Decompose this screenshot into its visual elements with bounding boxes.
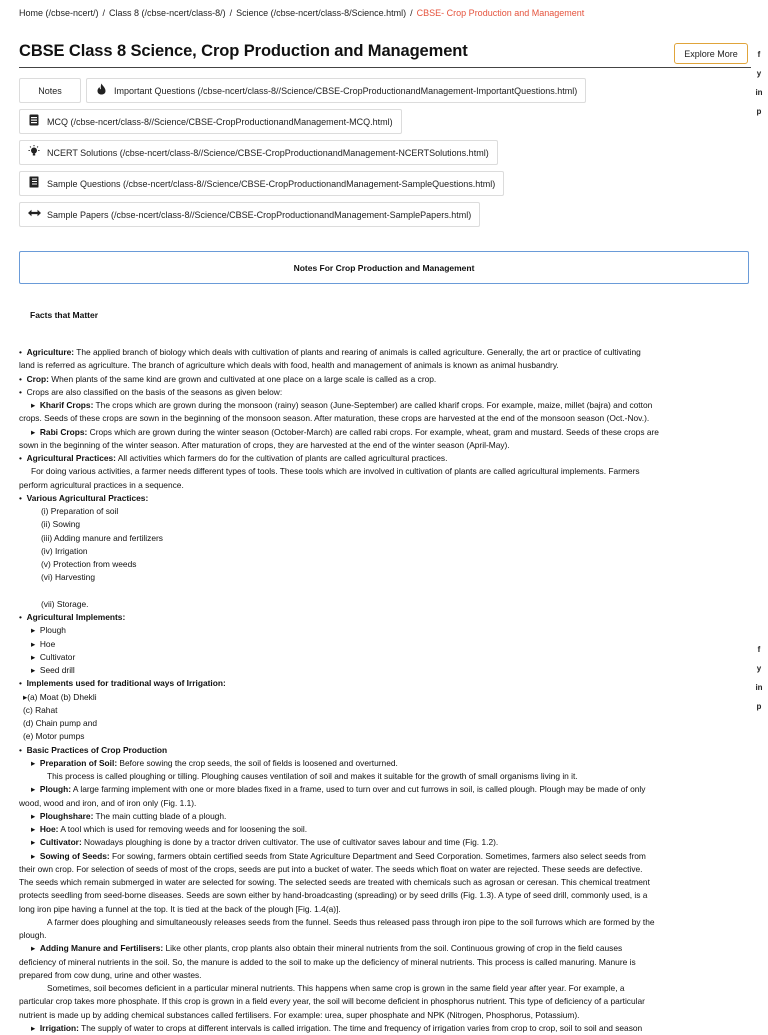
list-item: (vi) Harvesting [41, 572, 95, 583]
important-questions-button[interactable] [86, 78, 586, 103]
pinterest-icon[interactable]: p [756, 107, 762, 116]
breadcrumb-current: CBSE- Crop Production and Management [416, 8, 585, 18]
notes-button[interactable] [19, 78, 81, 103]
ncert-solutions-button[interactable] [19, 140, 498, 165]
content-line: their own crop. For selection of seeds of most of the crops, seeds are put into a bucket of water. The seeds which float on water are rejected. These seeds are defective. [19, 863, 643, 874]
content-line: ▸ Kharif Crops: The crops which are grown during the monsoon (rainy) season (June-September) are called kharif crops. For example, maize, millet (bajra) and cotton [31, 400, 653, 410]
content-line: perform agricultural practices in a sequence. [19, 479, 184, 490]
share-bar-top [752, 45, 766, 121]
arrows-horizontal-icon [28, 209, 40, 220]
list-item: ▸ Plough [31, 625, 66, 636]
sample-questions-button[interactable] [19, 171, 504, 196]
breadcrumb-class[interactable]: Class 8 (/cbse-ncert/class-8/) [109, 8, 226, 18]
list-item: (d) Chain pump and [23, 718, 98, 728]
facts-heading: Facts that Matter [30, 310, 99, 320]
content-line: ▸ Preparation of Soil: Before sowing the crop seeds, the soil of fields is loosened and overturned. [31, 757, 398, 768]
content-line: ▸ Ploughshare: The main cutting blade of a plough. [31, 810, 227, 821]
breadcrumb-separator: / [410, 8, 413, 18]
content-line: ▸ Adding Manure and Fertilisers: Like other plants, crop plants also obtain their mineral nutrients from the soil. Continuous growing of crop in the field causes [31, 943, 623, 954]
content-line: ▸ Cultivator: Nowadays ploughing is done by a tractor driven cultivator. The use of cultivator saves labour and time (Fig. 1.2). [31, 837, 499, 848]
content-line: crops. Seeds of these crops are sown in the beginning of the monsoon season. After maturation, these crops are harvested at the end of the monsoon season (Oct.-Nov.). [19, 413, 650, 424]
content-line: ▸ Irrigation: The supply of water to crops at different intervals is called irrigation. The time and frequency of irrigation varies from crop to crop, soil to soil and season [31, 1022, 643, 1033]
fire-icon [95, 83, 107, 98]
document-icon [28, 176, 40, 191]
content-line: Sometimes, soil becomes deficient in a particular mineral nutrients. This happens when same crop is grown in the same field year after year. For example, a [47, 983, 625, 993]
breadcrumb-subject[interactable]: Science (/cbse-ncert/class-8/Science.html) [236, 8, 407, 18]
list-item: (vii) Storage. [41, 598, 89, 609]
title-divider [19, 67, 751, 68]
content-line: particular crop takes more phosphate. If this crop is grown in a field every year, the soil will become deficient in phosphorus nutrient. This type of deficiency of a particular [19, 996, 645, 1007]
content-line: deficiency of mineral nutrients in the soil. So, the manure is added to the soil to make up the deficiency of mineral nutrients. This process is called manuring. Manure is [19, 956, 636, 967]
content-line: wood, wood and iron, and of iron only (Fig. 1.1). [19, 797, 197, 808]
content-line: The seeds which remain submerged in water are selected for sowing. The selected seeds are treated with chemicals such as agrosan or ceresan. This chemical treatment [19, 877, 650, 887]
content-line: ▸ Hoe: A tool which is used for removing weeds and for loosening the soil. [31, 824, 308, 834]
share-bar-bottom [752, 640, 766, 716]
breadcrumb [19, 8, 584, 18]
content-line: ▸ Rabi Crops: Crops which are grown during the winter season (October-March) are called rabi crops. For example, wheat, gram and mustard. Seeds of these crops are [31, 426, 659, 437]
list-item: ▸(a) Moat (b) Dhekli [23, 691, 97, 702]
facebook-icon[interactable]: f [757, 645, 761, 654]
linkedin-icon[interactable]: in [755, 88, 763, 97]
content-line: protects seedling from seed-borne diseases. Seeds are sown either by hand-broadcasting (spreading) or by seed drills (Fig. 1.3). A type of seed drill, commonly used, is a [19, 890, 648, 901]
content-line: A farmer does ploughing and simultaneously releases seeds from the funnel. Seeds thus released pass through iron pipe to the soil furrows which are formed by the [47, 916, 655, 927]
content-line: long iron pipe having a funnel at the top. It is tied at the back of the plough [Fig. 1.4(a)]. [19, 903, 341, 914]
notes-label: Notes [38, 85, 62, 96]
sample-papers-label: Sample Papers (/cbse-ncert/class-8//Science/CBSE-CropProductionandManagement-SamplePapers.html) [47, 209, 472, 220]
list-item: (ii) Sowing [41, 519, 81, 530]
notes-heading-box [19, 251, 749, 284]
list-item: (iii) Adding manure and fertilizers [41, 532, 163, 543]
breadcrumb-separator: / [229, 8, 233, 18]
content-line: prepared from cow dung, urine and other wastes. [19, 969, 202, 980]
content-line: sown in the beginning of the winter season. After maturation of crops, they are harvested at the end of the winter season (April-May). [19, 439, 510, 450]
content-line: • Agricultural Implements: [19, 612, 126, 622]
breadcrumb-separator: / [102, 8, 106, 18]
content-line: • Crop: When plants of the same kind are grown and cultivated at one place on a large scale is called as a crop. [19, 373, 437, 384]
important-questions-label: Important Questions (/cbse-ncert/class-8//Science/CBSE-CropProductionandManagement-ImportantQuestions.html) [114, 85, 578, 96]
content-line: land is referred as agriculture. The branch of agriculture which deals with food, health and management of animals is known as animal husbandry. [19, 360, 559, 371]
content-line: • Agricultural Practices: All activities which farmers do for the cultivation of plants are called agricultural practices. [19, 453, 448, 463]
content-line: • Agriculture: The applied branch of biology which deals with cultivation of plants and rearing of animals is called agriculture. Generally, the art or practice of cultivating [19, 347, 641, 357]
mcq-label: MCQ (/cbse-ncert/class-8//Science/CBSE-CropProductionandManagement-MCQ.html) [47, 116, 393, 127]
lightbulb-icon [28, 145, 40, 160]
list-item: (c) Rahat [23, 704, 58, 715]
content-line: • Crops are also classified on the basis of the seasons as given below: [19, 386, 283, 397]
mcq-button[interactable] [19, 109, 402, 134]
page-title: CBSE Class 8 Science, Crop Production and Management [19, 42, 468, 60]
content-line: • Basic Practices of Crop Production [19, 744, 168, 755]
pinterest-icon[interactable]: p [756, 702, 762, 711]
content-line: plough. [19, 930, 47, 940]
list-item: (i) Preparation of soil [41, 506, 119, 516]
twitter-icon[interactable]: y [756, 69, 762, 78]
explore-more-button[interactable]: Explore More [674, 43, 748, 64]
ncert-solutions-label: NCERT Solutions (/cbse-ncert/class-8//Science/CBSE-CropProductionandManagement-NCERTSolutions.html) [47, 147, 489, 158]
list-item: ▸ Cultivator [31, 651, 76, 662]
content-line: This process is called ploughing or tilling. Ploughing causes ventilation of soil and makes it suitable for the growth of small organisms living in it. [47, 771, 578, 781]
list-item: (e) Motor pumps [23, 731, 85, 742]
content-line: ▸ Plough: A large farming implement with one or more blades fixed in a frame, used to turn over and cut furrows in soil, is called plough. Plough may be made of only [31, 784, 646, 795]
linkedin-icon[interactable]: in [755, 683, 763, 692]
checklist-icon [28, 114, 40, 129]
content-line: • Various Agricultural Practices: [19, 492, 149, 503]
list-item: ▸ Hoe [31, 638, 56, 649]
content-line: ▸ Sowing of Seeds: For sowing, farmers obtain certified seeds from State Agriculture Department and Seed Corporation. Sometimes, farmers also select seeds from [31, 850, 646, 861]
notes-content [19, 346, 741, 1035]
content-line: nutrient is made up by adding chemical substances called fertilisers. For example: urea, super phosphate and NPK (Nitrogen, Phosphorus, Potassium). [19, 1009, 580, 1020]
twitter-icon[interactable]: y [756, 664, 762, 673]
facebook-icon[interactable]: f [757, 50, 761, 59]
content-line: • Implements used for traditional ways of Irrigation: [19, 678, 226, 689]
notes-heading: Notes For Crop Production and Management [293, 262, 475, 273]
list-item: (v) Protection from weeds [41, 559, 137, 569]
breadcrumb-home[interactable]: Home (/cbse-ncert/) [19, 8, 99, 18]
sample-papers-button[interactable] [19, 202, 480, 227]
content-line: For doing various activities, a farmer needs different types of tools. These tools which are involved in cultivation of plants are called agricultural implements. Farmers [31, 466, 640, 477]
sample-questions-label: Sample Questions (/cbse-ncert/class-8//Science/CBSE-CropProductionandManagement-SampleQuestions.html) [47, 178, 496, 189]
list-item: ▸ Seed drill [31, 665, 75, 675]
list-item: (iv) Irrigation [41, 545, 88, 556]
